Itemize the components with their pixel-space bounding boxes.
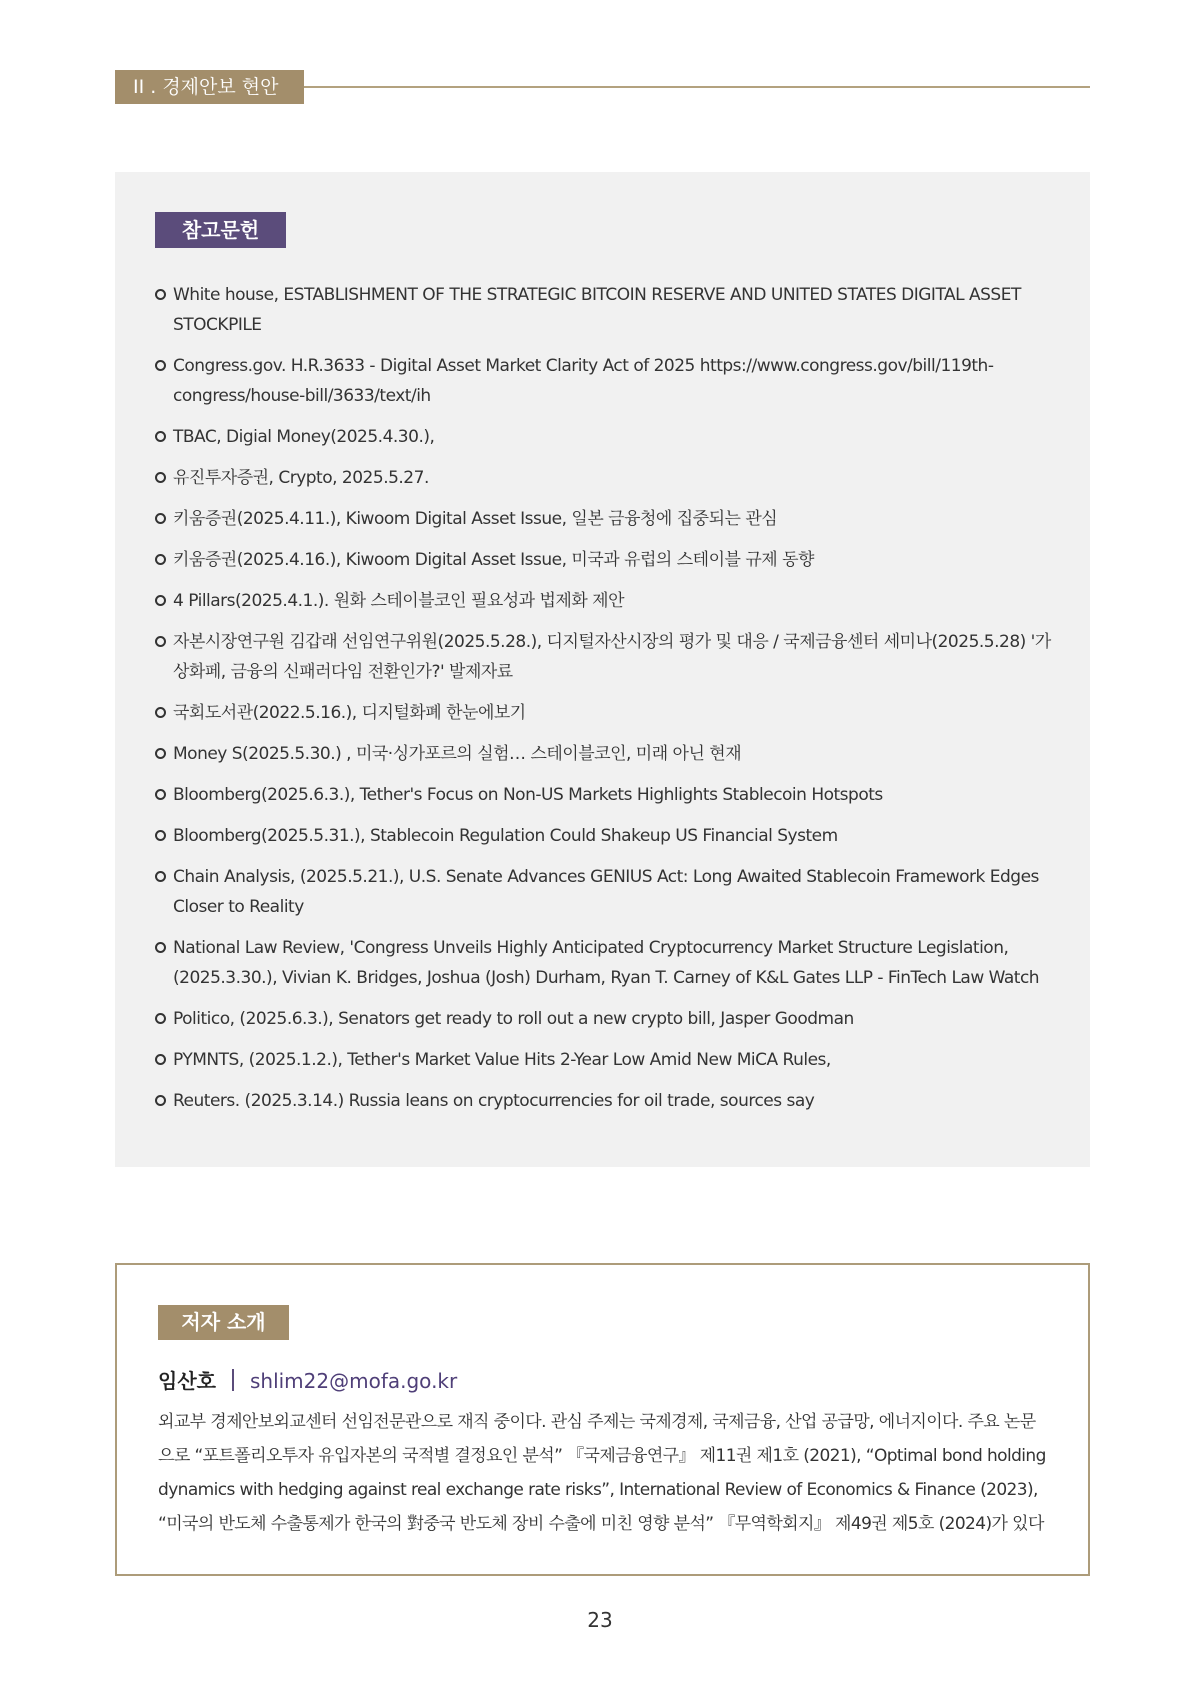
reference-text: 4 Pillars(2025.4.1.). 원화 스테이블코인 필요성과 법제화 제안 xyxy=(173,591,624,611)
author-title: 저자 소개 xyxy=(158,1305,289,1340)
reference-item xyxy=(155,862,1053,922)
reference-item xyxy=(155,933,1053,993)
references-list xyxy=(155,280,1053,1127)
reference-text: Congress.gov. H.R.3633 - Digital Asset Market Clarity Act of 2025 https://www.congress.gov/bill/119th-congress/house-bill/3633/text/ih xyxy=(173,356,994,406)
bullet-circle-icon xyxy=(155,871,166,882)
bullet-circle-icon xyxy=(155,1095,166,1106)
reference-text: Reuters. (2025.3.14.) Russia leans on cryptocurrencies for oil trade, sources say xyxy=(173,1091,815,1111)
section-divider xyxy=(304,86,1090,88)
reference-item xyxy=(155,351,1053,411)
reference-text: National Law Review, 'Congress Unveils Highly Anticipated Cryptocurrency Market Structure Legislation, (2025.3.30.), Vivian K. Bridges, Joshua (Josh) Durham, Ryan T. Carney of K&L Gates LLP - FinTech Law Watch xyxy=(173,938,1040,988)
reference-text: Money S(2025.5.30.) , 미국·싱가포르의 실험… 스테이블코인, 미래 아닌 현재 xyxy=(173,744,742,764)
reference-item xyxy=(155,627,1053,687)
reference-item xyxy=(155,698,1053,728)
reference-item xyxy=(155,821,1053,851)
reference-item xyxy=(155,504,1053,534)
reference-text: 자본시장연구원 김갑래 선임연구위원(2025.5.28.), 디지털자산시장의 평가 및 대응 / 국제금융센터 세미나(2025.5.28) '가상화페, 금융의 신패러다임 전환인가?' 발제자료 xyxy=(173,632,1051,682)
bullet-circle-icon xyxy=(155,789,166,800)
reference-text: Bloomberg(2025.5.31.), Stablecoin Regulation Could Shakeup US Financial System xyxy=(173,826,838,846)
bullet-circle-icon xyxy=(155,748,166,759)
reference-text: Bloomberg(2025.6.3.), Tether's Focus on Non-US Markets Highlights Stablecoin Hotspots xyxy=(173,785,883,805)
author-contact xyxy=(158,1366,457,1396)
bullet-circle-icon xyxy=(155,1054,166,1065)
section-tag: II . 경제안보 현안 xyxy=(115,70,304,104)
section-header xyxy=(115,70,1090,104)
bullet-circle-icon xyxy=(155,636,166,647)
author-email-link[interactable]: shlim22@mofa.go.kr xyxy=(249,1369,458,1393)
bullet-circle-icon xyxy=(155,830,166,841)
reference-text: 국회도서관(2022.5.16.), 디지털화폐 한눈에보기 xyxy=(173,703,526,723)
page-number: 23 xyxy=(587,1608,613,1632)
bullet-circle-icon xyxy=(155,513,166,524)
reference-text: PYMNTS, (2025.1.2.), Tether's Market Value Hits 2-Year Low Amid New MiCA Rules, xyxy=(173,1050,831,1070)
author-separator xyxy=(232,1369,234,1391)
author-name: 임산호 xyxy=(158,1369,216,1393)
bullet-circle-icon xyxy=(155,431,166,442)
reference-text: TBAC, Digial Money(2025.4.30.), xyxy=(173,427,435,447)
bullet-circle-icon xyxy=(155,942,166,953)
reference-item xyxy=(155,586,1053,616)
reference-item xyxy=(155,280,1053,340)
reference-item xyxy=(155,780,1053,810)
bullet-circle-icon xyxy=(155,1013,166,1024)
bullet-circle-icon xyxy=(155,289,166,300)
reference-text: White house, ESTABLISHMENT OF THE STRATEGIC BITCOIN RESERVE AND UNITED STATES DIGITAL ASSET STOCKPILE xyxy=(173,285,1021,335)
references-box xyxy=(115,172,1090,1167)
bullet-circle-icon xyxy=(155,554,166,565)
reference-text: 유진투자증권, Crypto, 2025.5.27. xyxy=(173,468,429,488)
reference-item xyxy=(155,1086,1053,1116)
reference-item xyxy=(155,422,1053,452)
author-bio: 외교부 경제안보외교센터 선임전문관으로 재직 중이다. 관심 주제는 국제경제, 국제금융, 산업 공급망, 에너지이다. 주요 논문으로 “포트폴리오투자 유입자본의 국적별 결정요인 분석” 『국제금융연구』 제11권 제1호 (2021), “Optimal bond holding dynamics with hedging against real exchange rate risks”, International Review of Economics & Finance (2023), “미국의 반도체 수출통제가 한국의 對중국 반도체 장비 수출에 미친 영향 분석” 『무역학회지』 제49권 제5호 (2024)가 있다 xyxy=(158,1412,1046,1534)
reference-text: 키움증권(2025.4.11.), Kiwoom Digital Asset Issue, 일본 금융청에 집중되는 관심 xyxy=(173,509,778,529)
reference-item xyxy=(155,1004,1053,1034)
references-title: 참고문헌 xyxy=(155,212,286,248)
reference-item xyxy=(155,1045,1053,1075)
reference-text: 키움증권(2025.4.16.), Kiwoom Digital Asset Issue, 미국과 유럽의 스테이블 규제 동향 xyxy=(173,550,814,570)
reference-item xyxy=(155,463,1053,493)
reference-item xyxy=(155,739,1053,769)
bullet-circle-icon xyxy=(155,360,166,371)
reference-text: Politico, (2025.6.3.), Senators get ready to roll out a new crypto bill, Jasper Goodman xyxy=(173,1009,854,1029)
reference-item xyxy=(155,545,1053,575)
bullet-circle-icon xyxy=(155,595,166,606)
bullet-circle-icon xyxy=(155,707,166,718)
reference-text: Chain Analysis, (2025.5.21.), U.S. Senate Advances GENIUS Act: Long Awaited Stablecoin Framework Edges Closer to Reality xyxy=(173,867,1039,917)
bullet-circle-icon xyxy=(155,472,166,483)
author-box xyxy=(115,1263,1090,1576)
